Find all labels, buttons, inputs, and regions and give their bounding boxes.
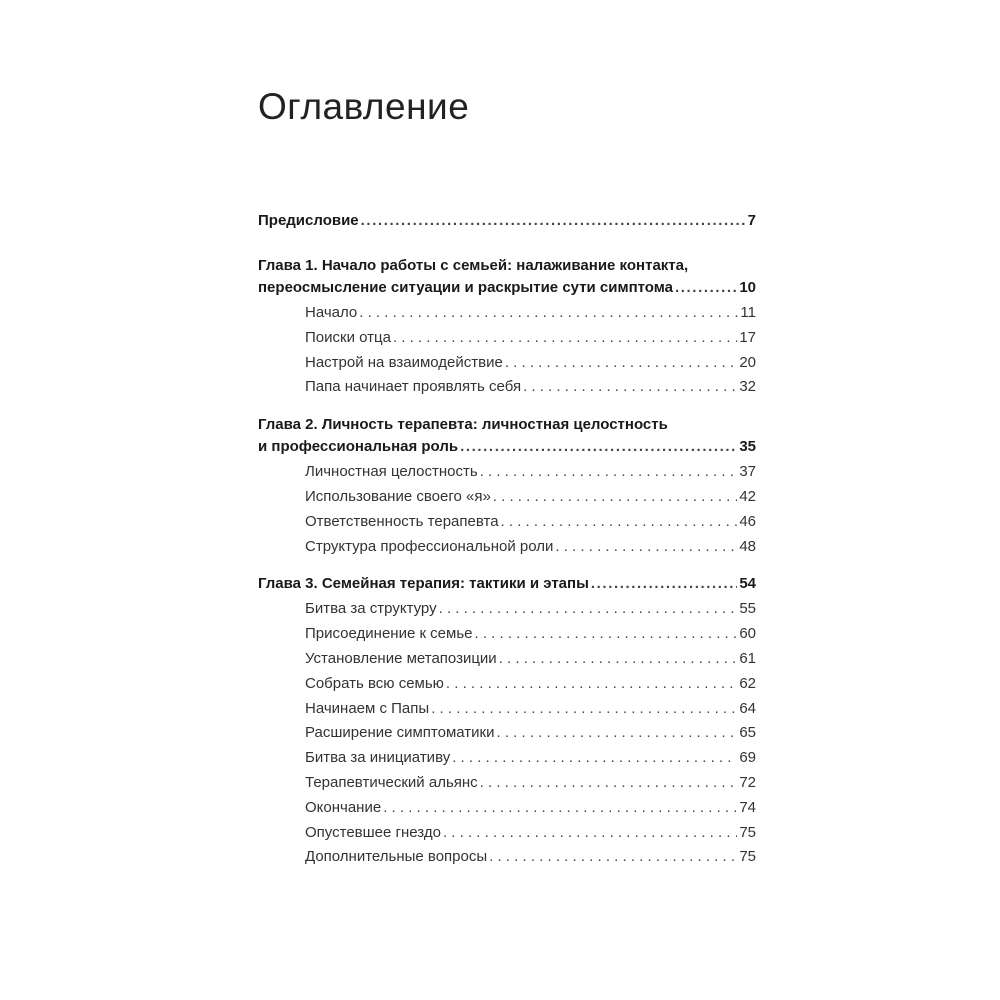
toc-section <box>305 672 756 697</box>
toc-section <box>305 460 756 485</box>
dot-leader <box>499 647 738 672</box>
toc-page-number: 20 <box>739 353 756 371</box>
toc-page-number: 60 <box>739 625 756 643</box>
toc-entry-label: Дополнительные вопросы <box>305 848 488 866</box>
toc-entry-label: Папа начинает проявлять себя <box>305 378 522 396</box>
dot-leader <box>393 326 737 351</box>
toc-page-number: 48 <box>739 537 756 555</box>
dot-leader <box>361 211 746 231</box>
dot-leader <box>480 460 738 485</box>
dot-leader <box>359 301 738 326</box>
dot-leader <box>493 485 738 510</box>
dot-leader <box>460 436 737 458</box>
toc-page-number: 32 <box>739 378 756 396</box>
section-list <box>258 597 756 870</box>
toc-entry-label: Поиски отца <box>305 328 391 346</box>
dot-leader <box>446 672 737 697</box>
toc-section <box>305 746 756 771</box>
toc-page-number: 69 <box>739 749 756 767</box>
toc-page-number: 10 <box>739 279 756 296</box>
toc-entry-preface <box>258 211 756 231</box>
toc-chapter-2 <box>258 414 756 559</box>
dot-leader <box>475 622 738 647</box>
toc-page-number: 64 <box>739 699 756 717</box>
chapter-title-line-2 <box>258 277 756 299</box>
toc-page-number: 37 <box>739 463 756 481</box>
toc-entry-label: Начинаем с Папы <box>305 699 430 717</box>
toc-page-number: 72 <box>739 773 756 791</box>
toc-section <box>305 510 756 535</box>
dot-leader <box>489 845 737 870</box>
toc-page-number: 54 <box>739 575 756 593</box>
toc-entry-label: Присоединение к семье <box>305 625 473 643</box>
toc-page-number: 74 <box>739 798 756 816</box>
dot-leader <box>591 573 737 595</box>
toc-section <box>305 796 756 821</box>
toc-page-number: 75 <box>739 848 756 866</box>
toc-entry-label: Собрать всю семью <box>305 674 444 692</box>
toc-entry-label: и профессиональная роль <box>258 438 459 456</box>
chapter-title-line-1: Глава 1. Начало работы с семьей: налаживание контакта, <box>258 257 689 274</box>
toc-page-number: 46 <box>739 512 756 530</box>
toc-section <box>305 622 756 647</box>
toc-section <box>305 375 756 400</box>
dot-leader <box>439 597 738 622</box>
chapter-title <box>258 573 756 595</box>
chapter-title-line-2 <box>258 436 756 458</box>
toc-entry-label: Использование своего «я» <box>305 487 491 505</box>
toc-section <box>305 485 756 510</box>
toc-entry-label: Начало <box>305 304 358 321</box>
toc-page-number: 65 <box>739 724 756 742</box>
toc-section <box>305 771 756 796</box>
toc-section <box>305 647 756 672</box>
toc-chapter-3 <box>258 573 756 870</box>
toc-section <box>305 301 756 326</box>
toc-entry-label: Установление метапозиции <box>305 649 497 667</box>
toc-entry-label: Окончание <box>305 798 382 816</box>
toc-entry-label: Терапевтический альянс <box>305 773 478 791</box>
dot-leader <box>501 510 738 535</box>
page-title: Оглавление <box>258 86 470 127</box>
toc-page-number: 75 <box>739 823 756 841</box>
dot-leader <box>497 721 738 746</box>
toc-entry-label: Личностная целостность <box>305 463 478 481</box>
toc-section <box>305 821 756 846</box>
dot-leader <box>675 277 737 299</box>
table-of-contents <box>258 211 756 870</box>
dot-leader <box>452 746 737 771</box>
toc-section <box>305 351 756 376</box>
toc-page-number: 35 <box>739 438 756 456</box>
toc-chapter-1 <box>258 255 756 400</box>
toc-entry-label: Битва за структуру <box>305 600 437 618</box>
toc-section <box>305 535 756 560</box>
section-list <box>258 460 756 559</box>
toc-page-number: 62 <box>739 674 756 692</box>
toc-entry-label: Ответственность терапевта <box>305 512 499 530</box>
toc-entry-label: Битва за инициативу <box>305 749 451 767</box>
dot-leader <box>431 697 737 722</box>
dot-leader <box>383 796 737 821</box>
dot-leader <box>523 375 737 400</box>
toc-entry-label: Расширение симптоматики <box>305 724 495 742</box>
toc-page-number: 17 <box>739 328 756 346</box>
dot-leader <box>443 821 737 846</box>
toc-section <box>305 845 756 870</box>
dot-leader <box>555 535 737 560</box>
toc-section <box>305 721 756 746</box>
toc-entry-label: Настрой на взаимодействие <box>305 353 503 371</box>
toc-page-number: 42 <box>739 487 756 505</box>
toc-page-number: 61 <box>739 649 756 667</box>
dot-leader <box>480 771 738 796</box>
toc-entry-label: Структура профессиональной роли <box>305 537 554 555</box>
toc-page-number: 7 <box>747 212 756 229</box>
toc-section <box>305 697 756 722</box>
chapter-title-line-1: Глава 2. Личность терапевта: личностная целостность <box>258 416 668 434</box>
toc-entry-label: переосмысление ситуации и раскрытие сути симптома <box>258 279 673 296</box>
section-list <box>258 301 756 400</box>
toc-section <box>305 597 756 622</box>
toc-page-number: 55 <box>739 600 756 618</box>
toc-entry-label: Глава 3. Семейная терапия: тактики и этапы <box>258 575 589 593</box>
dot-leader <box>505 351 737 376</box>
toc-entry-label: Опустевшее гнездо <box>305 823 441 841</box>
toc-section <box>305 326 756 351</box>
toc-entry-label: Предисловие <box>258 212 359 229</box>
toc-page-number: 11 <box>740 304 756 321</box>
